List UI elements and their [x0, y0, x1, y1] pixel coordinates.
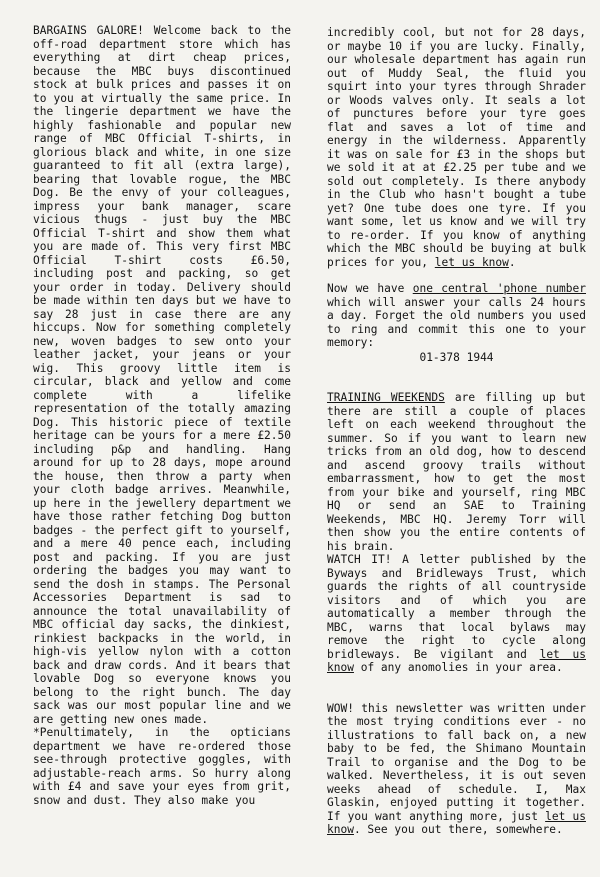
let-us-know-link-2[interactable]: let us know: [327, 647, 586, 674]
phone-paragraph: [327, 282, 586, 364]
training-paragraph: [327, 391, 586, 553]
bargains-paragraph: BARGAINS GALORE! Welcome back to the off-road department store which has everything at dirt cheap prices, because the MBC buys discontinued stock at bulk prices and passes it on to you at virtually the same price. In the lingerie department we have the highly fashionable and popular new range of MBC Official T-shirts, in glorious black and white, in one size guaranteed to fit all (extra large), bearing that lovable rogue, the MBC Dog. Be the envy of your colleagues, impress your bank manager, scare vicious thugs - just buy the MBC Official T-shirt and show them what you are made of. This very first MBC Official T-shirt costs £6.50, including post and packing, so get your order in today. Delivery should be made within ten days but we have to say 28 just in case there are any hiccups. Now for something completely new, woven badges to sew onto your leather jacket, your jeans or your wig. This groovy little item is circular, black and yellow and come complete with a lifelike representation of the totally amazing Dog. This historic piece of textile heritage can be yours for a mere £2.50 including p&p and handling. Hang around for up to 28 days, mope around the house, then throw a party when your cloth badge arrives. Meanwhile, up here in the jewellery department we have those rather fetching Dog button badges - the perfect gift to yourself, and a mere 40 pence each, including post and packing. If you are just ordering the badges you may want to send the dosh in stamps. The Personal Accessories Department is sad to announce the total unavailability of MBC official day sacks, the dinkiest, rinkiest backpacks in the world, in high-vis yellow nylon with a cotton back and draw cords. And it bears that lovable Dog so everyone knows you belong to the right bunch. The day sack was our most popular line and we are getting new ones made.: [33, 24, 291, 726]
muddy-seal-end: .: [508, 255, 516, 269]
phone-rest: which will answer your calls 24 hours a day. Forget the old numbers you used to ring and commit this one to your memory:: [327, 295, 586, 349]
muddy-seal-text: incredibly cool, but not for 28 days, or maybe 10 if you are lucky. Finally, our wholesale department has again run out of Muddy Seal, the fluid you squirt into your tyres through Shrader or Woods valves only. It seals a lot of punctures before your tyre goes flat and saves a lot of time and energy in the wilderness. Apparently it was on sale for £3 in the shops but we sold it at at £2.25 per tube and we sold out completely. Is there anybody in the Club who hasn't bought a tube yet? One tube does one tyre. If you want some, let us know and we will try to re-order. If you know of anything which the MBC should be buying at bulk prices for you,: [327, 26, 586, 269]
watch-paragraph: [327, 553, 586, 675]
right-column: [327, 26, 586, 837]
training-text: are filling up but there are still a couple of places left on each weekend throughout the summer. So if you want to learn new tricks from an old dog, how to descend and ascend groovy trails without embarrassment, how to get the most from your bike and yourself, ring MBC HQ or send an SAE to Training Weekends, MBC HQ. Jeremy Torr will then show you the entire contents of his brain.: [327, 391, 586, 553]
left-column: [33, 24, 291, 807]
wow-end: . See you out there, somewhere.: [353, 823, 563, 836]
phone-number: 01-378 1944: [419, 350, 494, 364]
watch-text: WATCH IT! A letter published by the Byways and Bridleways Trust, which guards the rights of all countryside visitors and of which you are automatically a member through the MBC, warns that local bylaws may remove the right to cycle along bridleways. Be vigilant and: [327, 553, 586, 661]
wow-text: WOW! this newsletter was written under the most trying conditions ever - no illustrations to fall back on, a new baby to be fed, the Shimano Mountain Trail to organise and the Dog to be walked. Nevertheless, it is out seven weeks ahead of schedule. I, Max Glaskin, enjoyed putting it together. If you want anything more, just: [327, 701, 586, 823]
wow-paragraph: [327, 702, 586, 837]
muddy-seal-paragraph: [327, 26, 586, 269]
let-us-know-link-1[interactable]: let us know: [434, 255, 509, 269]
phone-intro: Now we have: [327, 282, 405, 295]
let-us-know-link-3[interactable]: let us know: [327, 809, 586, 836]
opticians-paragraph: *Penultimately, in the opticians department we have re-ordered those see-through protective goggles, with adjustable-reach arms. So hurry along with £4 and save your eyes from grit, snow and dust. They also make you: [33, 726, 291, 807]
training-heading: TRAINING WEEKENDS: [327, 391, 445, 404]
column-divider: [311, 14, 312, 864]
phone-number-link[interactable]: one central 'phone number: [412, 282, 587, 295]
watch-end: of any anomolies in your area.: [360, 661, 563, 674]
